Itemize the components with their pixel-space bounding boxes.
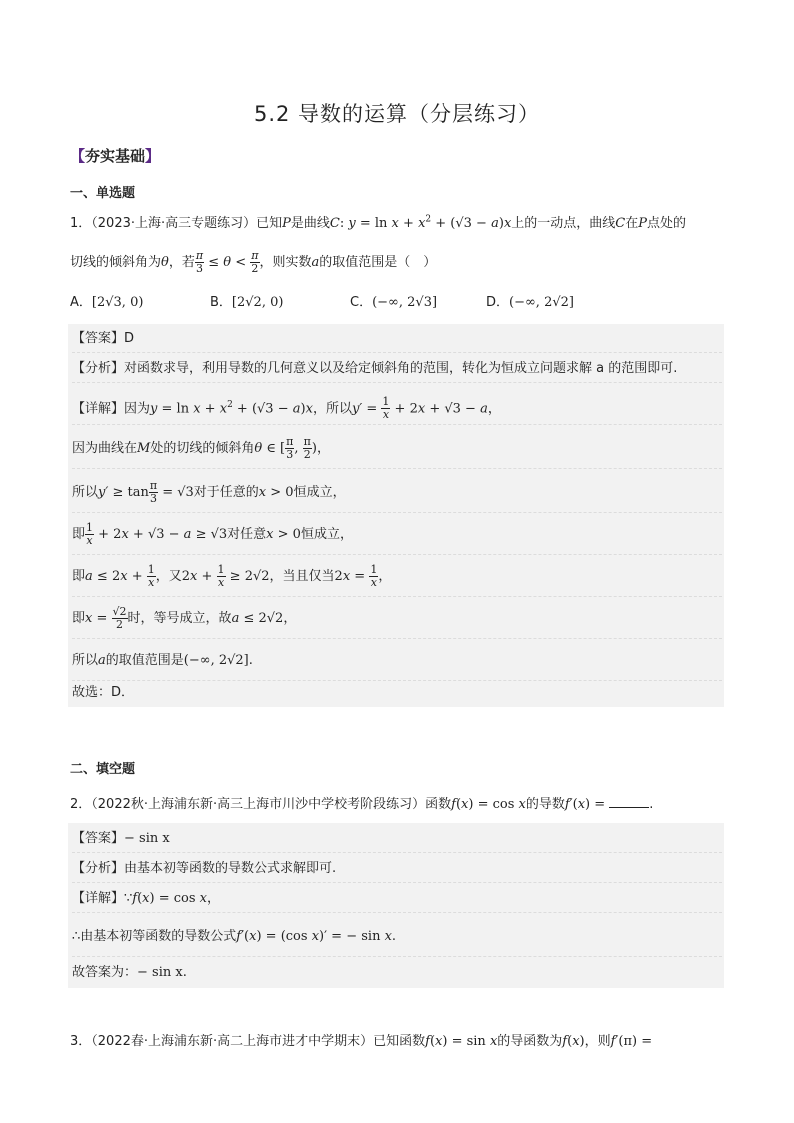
q1-detail-6: 即x = $\frac{√2}{2}$ 时，等号成立，故a ≤ 2√2， <box>72 600 722 639</box>
q2-detail-3: 故答案为：− sin x. <box>72 965 187 980</box>
q1-option-c[interactable]: C．(−∞, 2√3] <box>350 295 438 310</box>
q1-detail-4: 即 $\frac{1}{x}$ + 2x + √3 − a ≥ √3对任意x > 0恒成立， <box>72 516 722 555</box>
section-badge: 【夯实基础】 <box>70 147 161 165</box>
heading-single-choice: 一、单选题 <box>70 186 136 201</box>
q1-detail-7: 所以a的取值范围是(−∞, 2√2]. <box>72 642 722 681</box>
q1-detail-5: 即a ≤ 2x + $\frac{1}{x}$ ，又2x + $\frac{1}{x}$ ≥ 2√2，当且仅当2x = $\frac{1}{x}$ ， <box>72 558 722 597</box>
q1-stem-line2: 切线的倾斜角为θ，若 $\frac{\pi}{3}$ ≤ θ < $\frac{\pi}{2}$ ，则实数a的取值范围是（ ） <box>70 249 437 275</box>
section-badge-text: 夯实基础 <box>85 147 146 165</box>
q2-stem: 2．（2022秋·上海浦东新·高三上海市川沙中学校考阶段练习）函数f(x) = cos x的导数f′(x) = . <box>70 797 654 812</box>
q1-answer: 【答案】D <box>72 326 722 353</box>
q1-option-d[interactable]: D．(−∞, 2√2] <box>486 295 574 310</box>
q1-analysis: 【分析】对函数求导，利用导数的几何意义以及给定倾斜角的范围，转化为恒成立问题求解 a 的范围即可. <box>72 356 722 383</box>
q1-option-b[interactable]: B．[2√2, 0) <box>210 295 284 310</box>
page-title: 5.2 导数的运算（分层练习） <box>253 102 541 126</box>
q1-detail-8: 故选：D． <box>72 685 135 700</box>
q1-detail-2: 因为曲线在M处的切线的倾斜角θ ∈ [ $\frac{\pi}{3}$ , $\frac{\pi}{2}$ )， <box>72 430 722 469</box>
q1-option-a[interactable]: A．[2√3, 0) <box>70 295 144 310</box>
q2-answer: 【答案】− sin x <box>72 826 722 853</box>
q1-stem-line1: 1．（2023·上海·高三专题练习）已知P是曲线C: $y = \ln x + x^2 + (√3 - a)x$上的一动点，曲线C在P点处的 <box>70 214 687 231</box>
q2-blank[interactable] <box>609 795 649 808</box>
q1-detail-3: 所以y′ ≥ tan $\frac{\pi}{3}$ = √3对于任意的x > 0恒成立， <box>72 474 722 513</box>
q2-analysis: 【分析】由基本初等函数的导数公式求解即可. <box>72 856 722 883</box>
q1-detail-1: 【详解】因为$y = \ln x + x^2 + (√3 - a)x$，所以y′ = $\frac{1}{x}$ + 2x + √3 − a， <box>72 386 722 425</box>
q2-detail-1: 【详解】∵f(x) = cos x， <box>72 886 722 913</box>
heading-fill-blank: 二、填空题 <box>70 762 136 777</box>
q2-detail-2: ∴由基本初等函数的导数公式f′(x) = (cos x)′ = − sin x. <box>72 918 722 957</box>
q3-stem: 3．（2022春·上海浦东新·高二上海市进才中学期末）已知函数f(x) = sin x的导函数为f(x)，则f′(π) = <box>70 1034 653 1049</box>
